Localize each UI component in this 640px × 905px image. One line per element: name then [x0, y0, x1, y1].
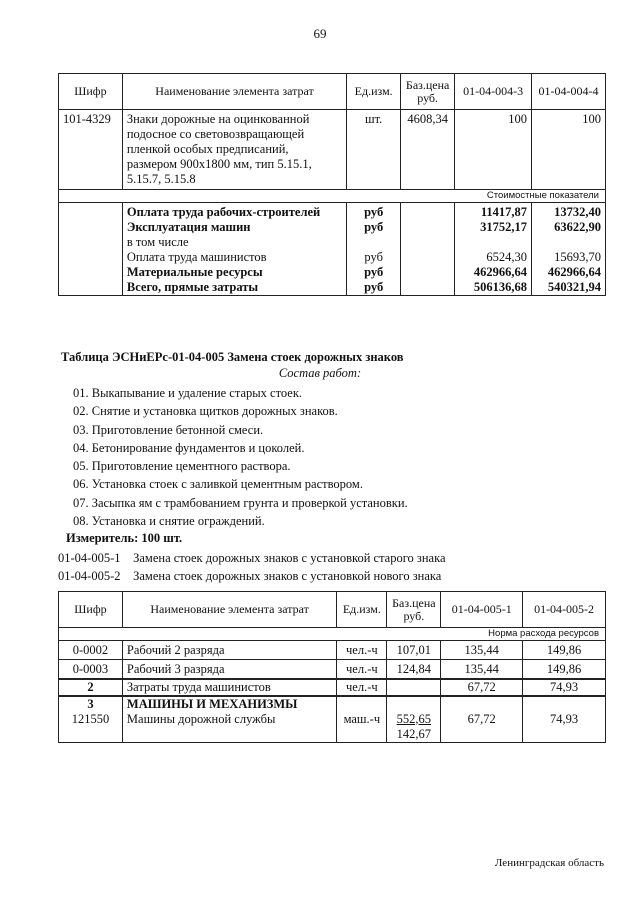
item-name-line: размером 900x1800 мм, тип 5.15.1,: [126, 157, 312, 171]
table-row: [59, 696, 606, 743]
row-v1: 6524,30: [455, 250, 532, 265]
row-code: 0-0002: [59, 641, 123, 660]
row-unit: чел.-ч: [337, 679, 387, 696]
cost-table-01-04-004: [58, 73, 606, 296]
subheader-row: [59, 628, 606, 641]
row-v2: 462966,64: [532, 265, 606, 280]
col-header-code: Шифр: [59, 592, 123, 628]
table-row: [59, 203, 606, 221]
row-v1: 31752,17: [455, 220, 532, 235]
section3-v2: 74,93: [523, 696, 606, 743]
row-unit: чел.-ч: [337, 660, 387, 679]
footer-region: Ленинградская область: [494, 857, 604, 869]
list-item: 04. Бетонирование фундаментов и цоколей.: [73, 440, 305, 455]
code-desc: Замена стоек дорожных знаков с установкой нового знака: [133, 569, 442, 583]
list-item: 03. Приготовление бетонной смеси.: [73, 422, 264, 437]
row-unit: руб: [347, 250, 401, 265]
section-number: 3: [87, 696, 94, 711]
table-row: [59, 280, 606, 296]
item-v1: 100: [455, 110, 532, 190]
row-name: Рабочий 3 разряда: [122, 660, 336, 679]
section3-name: [122, 696, 336, 743]
col-header-v2: 01-04-004-4: [532, 74, 606, 110]
col-header-v1: 01-04-004-3: [455, 74, 532, 110]
row-unit: руб: [347, 280, 401, 296]
row-v2: 149,86: [523, 641, 606, 660]
row-v2: 149,86: [523, 660, 606, 679]
row-unit: руб: [347, 203, 401, 221]
row-name: Рабочий 2 разряда: [122, 641, 336, 660]
row-price: 107,01: [387, 641, 441, 660]
code: 01-04-005-1: [58, 551, 121, 565]
row-v1: 67,72: [441, 679, 523, 696]
row-name: в том числе: [122, 235, 346, 250]
table-row: [59, 660, 606, 679]
col-header-unit: Ед.изм.: [337, 592, 387, 628]
row-name: Затраты труда машинистов: [122, 679, 336, 696]
table-row: [59, 220, 606, 235]
row-v2: 540321,94: [532, 280, 606, 296]
col-header-price: Баз.цена руб.: [387, 592, 441, 628]
item-name: [122, 110, 346, 190]
item-name-line: Знаки дорожные на оцинкованной: [126, 112, 310, 126]
item-code: 101-4329: [59, 110, 123, 190]
row-v2: 15693,70: [532, 250, 606, 265]
table-row: [59, 235, 606, 250]
item-name-line: пленкой особых предписаний,: [126, 142, 289, 156]
row-unit: руб: [347, 265, 401, 280]
row-code: 2: [59, 679, 123, 696]
row-price: 124,84: [387, 660, 441, 679]
code-descriptions: [58, 549, 446, 585]
row-unit: руб: [347, 220, 401, 235]
item-price: 4608,34: [401, 110, 455, 190]
section3-unit: маш.-ч: [337, 696, 387, 743]
subheader-row: [59, 190, 606, 203]
row-unit: чел.-ч: [337, 641, 387, 660]
row-v1: 506136,68: [455, 280, 532, 296]
col-header-unit: Ед.изм.: [347, 74, 401, 110]
list-item: 05. Приготовление цементного раствора.: [73, 459, 291, 474]
col-header-v2: 01-04-005-2: [523, 592, 606, 628]
resource-table-01-04-005: [58, 591, 606, 743]
col-header-name: Наименование элемента затрат: [122, 74, 346, 110]
table-row: [59, 110, 606, 190]
section3-code: [59, 696, 123, 743]
section3-price: [387, 696, 441, 743]
row-code: 0-0003: [59, 660, 123, 679]
row-v1: 462966,64: [455, 265, 532, 280]
table-row: [59, 250, 606, 265]
item-name: Машины дорожной службы: [126, 711, 276, 726]
subheader-label: Норма расхода ресурсов: [59, 628, 606, 641]
section3-v1: 67,72: [441, 696, 523, 743]
row-name: Эксплуатация машин: [122, 220, 346, 235]
list-item: 06. Установка стоек с заливкой цементным раствором.: [73, 477, 363, 492]
item-code: 121550: [71, 711, 110, 726]
section-title: Таблица ЭСНиЕРс-01-04-005 Замена стоек дорожных знаков: [61, 350, 404, 364]
row-name: Оплата труда рабочих-строителей: [122, 203, 346, 221]
price-bottom: 142,67: [396, 726, 432, 741]
item-name-line: подосное со световозвращающей: [126, 127, 305, 141]
subheader-label: Стоимостные показатели: [59, 190, 606, 203]
row-v1: 11417,87: [455, 203, 532, 221]
code: 01-04-005-2: [58, 569, 121, 583]
operations-list: [73, 384, 408, 530]
list-item: 01. Выкапывание и удаление старых стоек.: [73, 386, 303, 400]
row-name: Оплата труда машинистов: [122, 250, 346, 265]
price-top: 552,65: [396, 711, 432, 726]
row-v1: 135,44: [441, 660, 523, 679]
item-unit: шт.: [347, 110, 401, 190]
item-v2: 100: [532, 110, 606, 190]
row-v2: 63622,90: [532, 220, 606, 235]
row-v2: 13732,40: [532, 203, 606, 221]
section-heading: МАШИНЫ И МЕХАНИЗМЫ: [126, 696, 298, 711]
measure-label: Измеритель: 100 шт.: [66, 531, 183, 545]
page-number: 69: [313, 26, 327, 41]
col-header-price: Баз.цена руб.: [401, 74, 455, 110]
item-name-line: 5.15.7, 5.15.8: [126, 172, 196, 186]
list-item: 02. Снятие и установка щитков дорожных знаков.: [73, 404, 338, 419]
composition-label: Состав работ:: [278, 366, 362, 380]
code-desc: Замена стоек дорожных знаков с установкой старого знака: [133, 551, 446, 565]
list-item: 07. Засыпка ям с трамбованием грунта и проверкой установки.: [73, 495, 408, 510]
list-item: 08. Установка и снятие ограждений.: [73, 514, 265, 529]
table-row: [59, 641, 606, 660]
table-row: [59, 679, 606, 696]
list-item: [58, 549, 446, 567]
list-item: [58, 567, 446, 585]
row-name: Всего, прямые затраты: [122, 280, 346, 296]
row-v1: 135,44: [441, 641, 523, 660]
col-header-name: Наименование элемента затрат: [122, 592, 336, 628]
row-v2: 74,93: [523, 679, 606, 696]
col-header-code: Шифр: [59, 74, 123, 110]
row-price: [387, 679, 441, 696]
row-name: Материальные ресурсы: [122, 265, 346, 280]
col-header-v1: 01-04-005-1: [441, 592, 523, 628]
table-row: [59, 265, 606, 280]
